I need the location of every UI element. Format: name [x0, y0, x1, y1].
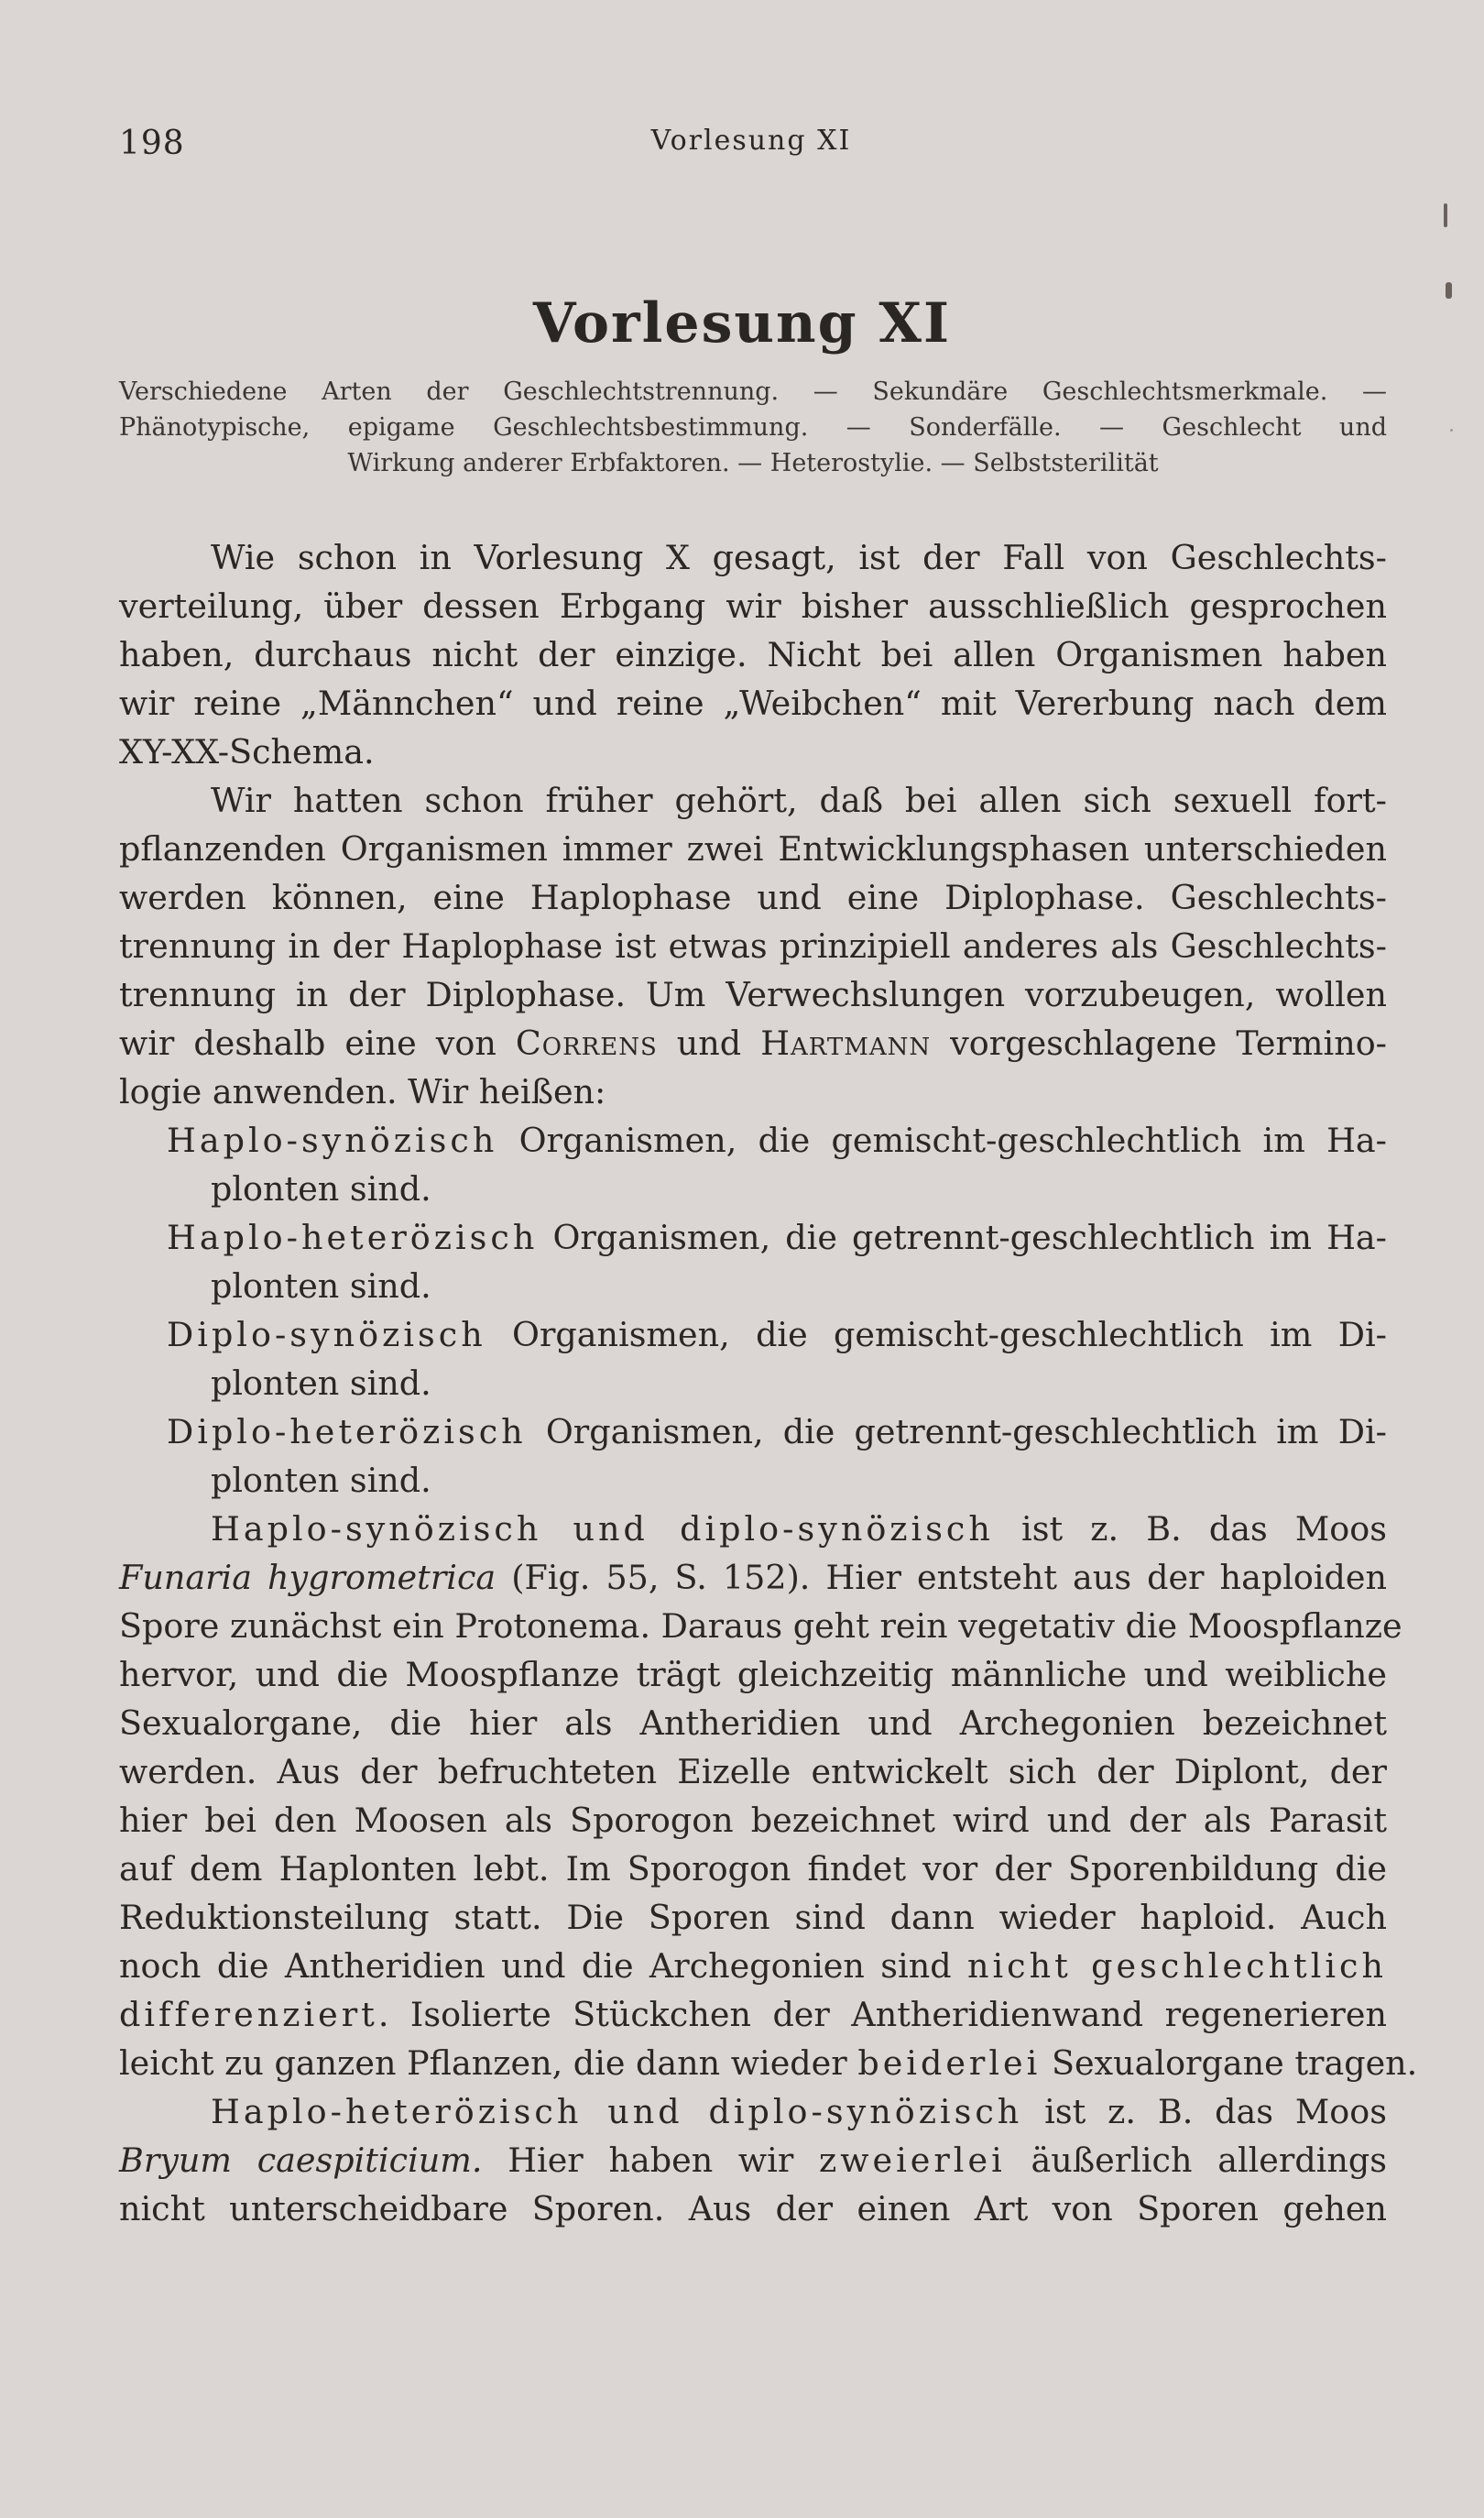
text-line: Wir hatten schon früher gehört, daß bei allen sich sexuell fort- [211, 781, 1387, 820]
text-line [119, 2039, 1418, 2087]
term-haplo-synoezisch: Haplo-synözisch [167, 1121, 498, 1160]
text-run: . Isolierte Stückchen der Antheridienwand regenerieren [377, 1995, 1387, 2034]
text-line: hier bei den Moosen als Sporogon bezeichnet wird und der als Parasit [119, 1801, 1387, 1840]
author-name-correns: Correns [515, 1024, 658, 1063]
definition-line [119, 1407, 1387, 1456]
definition-line [119, 1213, 1387, 1262]
text-line: logie anwenden. Wir heißen: [119, 1072, 606, 1111]
text-line: XY-XX-Schema. [119, 732, 375, 772]
text-line: Reduktionsteilung statt. Die Sporen sind dann wieder haploid. Auch [119, 1898, 1387, 1937]
paper-speck [1446, 282, 1452, 299]
text-line [119, 1990, 1387, 2039]
text-run: (Fig. 55, S. 152). Hier entsteht aus der haploiden [496, 1558, 1387, 1597]
text-run: und [541, 1509, 681, 1549]
text-line: trennung in der Diplophase. Um Verwechslungen vorzubeugen, wollen [119, 975, 1387, 1014]
definition-continuation: plonten sind. [211, 1363, 431, 1403]
text-run: vorgeschlagene Termino- [931, 1024, 1388, 1063]
text-run: und [582, 2092, 709, 2131]
text-line [119, 2136, 1387, 2184]
spaced-term: zweierlei [819, 2140, 1006, 2180]
paper-speck [1444, 203, 1447, 227]
text-line: Wie schon in Vorlesung X gesagt, ist der Fall von Geschlechts- [211, 538, 1387, 577]
text-line [119, 1019, 1387, 1067]
summary-line: Wirkung anderer Erbfaktoren. — Heterostylie. — Selbststerilität [347, 449, 1159, 477]
paper-speck [1450, 429, 1453, 432]
text-run: äußerlich allerdings [1005, 2140, 1387, 2180]
text-run: Organismen, die getrennt-geschlechtlich im Di- [526, 1412, 1387, 1451]
text-line: werden. Aus der befruchteten Eizelle entwickelt sich der Diplont, der [119, 1752, 1387, 1791]
definition-line [119, 1116, 1387, 1165]
text-run: Sexualorgane tragen. [1041, 2043, 1418, 2083]
text-line: Spore zunächst ein Protonema. Daraus geht rein vegetativ die Moospflanze [119, 1606, 1402, 1646]
spaced-term: nicht geschlechtlich [966, 1946, 1387, 1986]
author-name-hartmann: Hartmann [760, 1024, 932, 1063]
definition-continuation: plonten sind. [211, 1169, 431, 1209]
spaced-term: differenziert [119, 1995, 378, 2034]
text-run: und [657, 1024, 761, 1063]
text-line: auf dem Haplonten lebt. Im Sporogon findet vor der Sporenbildung die [119, 1849, 1387, 1888]
definition-continuation: plonten sind. [211, 1461, 431, 1500]
chapter-summary [119, 374, 1387, 481]
chapter-title: Vorlesung XI [532, 291, 952, 356]
text-run: Organismen, die getrennt-geschlechtlich im Ha- [538, 1218, 1387, 1257]
text-line [119, 1505, 1387, 1553]
text-run: Hier haben wir [482, 2140, 820, 2180]
text-line [119, 1553, 1387, 1602]
definition-continuation: plonten sind. [211, 1266, 431, 1306]
text-line: haben, durchaus nicht der einzige. Nicht bei allen Organismen haben [119, 635, 1387, 674]
term-haplo-heteroezisch: Haplo-heterözisch [167, 1218, 539, 1257]
body-text [119, 533, 1418, 2233]
text-line: verteilung, über dessen Erbgang wir bisher ausschließlich gesprochen [119, 586, 1387, 626]
running-title: Vorlesung XI [650, 125, 852, 157]
spaced-term: diplo-synözisch [680, 1509, 994, 1549]
text-line: pflanzenden Organismen immer zwei Entwicklungsphasen unterschieden [119, 829, 1387, 869]
text-run: Organismen, die gemischt-geschlechtlich im Ha- [497, 1121, 1387, 1160]
spaced-term: beiderlei [857, 2043, 1042, 2083]
text-line [119, 2087, 1387, 2136]
summary-line: Verschiedene Arten der Geschlechtstrennung. — Sekundäre Geschlechtsmerkmale. — [119, 378, 1387, 406]
spaced-term: diplo-synözisch [708, 2092, 1023, 2131]
summary-line: Phänotypische, epigame Geschlechtsbestimmung. — Sonderfälle. — Geschlecht und [119, 413, 1387, 442]
text-line: nicht unterscheidbare Sporen. Aus der einen Art von Sporen gehen [119, 2189, 1387, 2228]
text-run: ist z. B. das Moos [993, 1509, 1387, 1549]
text-run: noch die Antheridien und die Archegonien sind [119, 1946, 967, 1986]
text-run: Organismen, die gemischt-geschlechtlich im Di- [486, 1315, 1387, 1354]
text-run: leicht zu ganzen Pflanzen, die dann wieder [119, 2043, 858, 2083]
text-line: wir reine „Männchen“ und reine „Weibchen“ mit Vererbung nach dem [119, 684, 1387, 723]
spaced-term: Haplo-synözisch [211, 1509, 542, 1549]
species-name: Bryum caespiticium. [119, 2140, 483, 2180]
spaced-term: Haplo-heterözisch [211, 2092, 583, 2131]
text-run: wir deshalb eine von [119, 1024, 516, 1063]
text-line: werden können, eine Haplophase und eine Diplophase. Geschlechts- [119, 878, 1387, 917]
text-line: Sexualorgane, die hier als Antheridien und Archegonien bezeichnet [119, 1703, 1387, 1743]
text-run: ist z. B. das Moos [1022, 2092, 1387, 2131]
text-line [119, 1942, 1387, 1990]
running-header [119, 125, 1383, 167]
definition-line [119, 1310, 1387, 1359]
term-diplo-synoezisch: Diplo-synözisch [167, 1315, 486, 1354]
term-diplo-heteroezisch: Diplo-heterözisch [167, 1412, 527, 1451]
page-number: 198 [119, 125, 185, 162]
text-line: trennung in der Haplophase ist etwas prinzipiell anderes als Geschlechts- [119, 926, 1387, 966]
species-name: Funaria hygrometrica [119, 1558, 496, 1597]
text-line: hervor, und die Moospflanze trägt gleichzeitig männliche und weibliche [119, 1655, 1387, 1694]
